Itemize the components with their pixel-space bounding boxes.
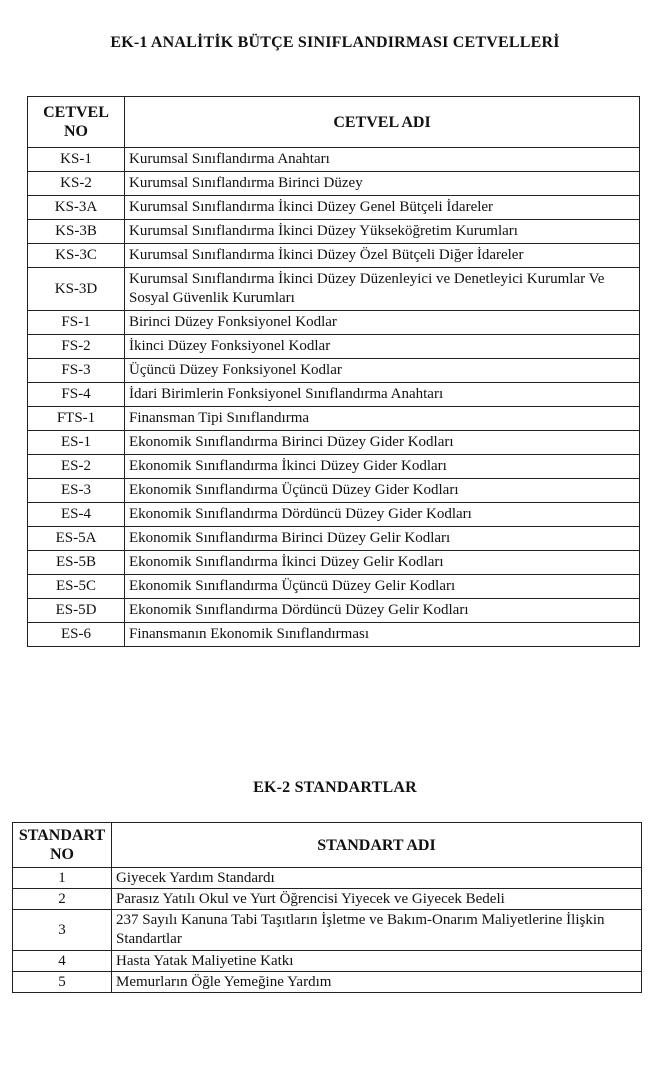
row-no: ES-4 (28, 503, 125, 527)
table-row (28, 623, 640, 647)
row-name: Parasız Yatılı Okul ve Yurt Öğrencisi Yiyecek ve Giyecek Bedeli (112, 889, 642, 910)
row-name: Finansmanın Ekonomik Sınıflandırması (125, 623, 640, 647)
row-no: ES-5C (28, 575, 125, 599)
row-name: İkinci Düzey Fonksiyonel Kodlar (125, 335, 640, 359)
table-row (13, 910, 642, 951)
table-row (28, 335, 640, 359)
col-header-no: CETVEL NO (28, 97, 125, 148)
row-name: Kurumsal Sınıflandırma İkinci Düzey Özel Bütçeli Diğer İdareler (125, 244, 640, 268)
row-name: Giyecek Yardım Standardı (112, 868, 642, 889)
row-name: Ekonomik Sınıflandırma Dördüncü Düzey Gelir Kodları (125, 599, 640, 623)
row-name: Üçüncü Düzey Fonksiyonel Kodlar (125, 359, 640, 383)
row-name: Ekonomik Sınıflandırma Dördüncü Düzey Gider Kodları (125, 503, 640, 527)
row-name: Kurumsal Sınıflandırma İkinci Düzey Düzenleyici ve Denetleyici Kurumlar Ve Sosyal Güvenlik Kurumları (125, 268, 640, 311)
table-row (28, 148, 640, 172)
table-row (28, 431, 640, 455)
row-name: Ekonomik Sınıflandırma Üçüncü Düzey Gider Kodları (125, 479, 640, 503)
ek1-table (27, 96, 640, 647)
table-row (28, 503, 640, 527)
row-no: KS-3A (28, 196, 125, 220)
table-row (28, 527, 640, 551)
row-no: ES-5A (28, 527, 125, 551)
row-no: 2 (13, 889, 112, 910)
row-no: ES-5B (28, 551, 125, 575)
row-no: ES-3 (28, 479, 125, 503)
row-no: FS-2 (28, 335, 125, 359)
table-row (28, 407, 640, 431)
row-no: 1 (13, 868, 112, 889)
table-row (28, 479, 640, 503)
ek2-table (12, 822, 642, 993)
row-no: KS-3C (28, 244, 125, 268)
ek2-title: EK-2 STANDARTLAR (253, 779, 417, 796)
row-name: Ekonomik Sınıflandırma Birinci Düzey Gider Kodları (125, 431, 640, 455)
row-name: Kurumsal Sınıflandırma İkinci Düzey Yükseköğretim Kurumları (125, 220, 640, 244)
table-row (13, 868, 642, 889)
row-name: Ekonomik Sınıflandırma Birinci Düzey Gelir Kodları (125, 527, 640, 551)
row-no: 5 (13, 972, 112, 993)
table-row (28, 383, 640, 407)
row-no: KS-2 (28, 172, 125, 196)
row-no: 3 (13, 910, 112, 951)
col-header-name: CETVEL ADI (125, 97, 640, 148)
row-name: Hasta Yatak Maliyetine Katkı (112, 951, 642, 972)
table-row (13, 972, 642, 993)
table-header-row (13, 823, 642, 868)
row-name: Birinci Düzey Fonksiyonel Kodlar (125, 311, 640, 335)
row-name: İdari Birimlerin Fonksiyonel Sınıflandırma Anahtarı (125, 383, 640, 407)
row-name: Finansman Tipi Sınıflandırma (125, 407, 640, 431)
row-name: Ekonomik Sınıflandırma İkinci Düzey Gider Kodları (125, 455, 640, 479)
row-no: KS-3D (28, 268, 125, 311)
row-no: FS-3 (28, 359, 125, 383)
row-no: ES-1 (28, 431, 125, 455)
table-row (28, 455, 640, 479)
row-no: 4 (13, 951, 112, 972)
table-row (28, 268, 640, 311)
table-row (28, 575, 640, 599)
table-row (28, 220, 640, 244)
table-row (28, 551, 640, 575)
row-no: FS-4 (28, 383, 125, 407)
row-name: 237 Sayılı Kanuna Tabi Taşıtların İşletme ve Bakım-Onarım Maliyetlerine İlişkin Standartlar (112, 910, 642, 951)
row-name: Kurumsal Sınıflandırma Anahtarı (125, 148, 640, 172)
table-row (28, 311, 640, 335)
row-name: Ekonomik Sınıflandırma İkinci Düzey Gelir Kodları (125, 551, 640, 575)
table-row (28, 359, 640, 383)
row-no: ES-5D (28, 599, 125, 623)
row-name: Kurumsal Sınıflandırma İkinci Düzey Genel Bütçeli İdareler (125, 196, 640, 220)
table-row (13, 951, 642, 972)
row-name: Ekonomik Sınıflandırma Üçüncü Düzey Gelir Kodları (125, 575, 640, 599)
col-header-name: STANDART ADI (112, 823, 642, 868)
row-name: Kurumsal Sınıflandırma Birinci Düzey (125, 172, 640, 196)
row-name: Memurların Öğle Yemeğine Yardım (112, 972, 642, 993)
ek1-title: EK-1 ANALİTİK BÜTÇE SINIFLANDIRMASI CETVELLERİ (110, 34, 560, 51)
row-no: FS-1 (28, 311, 125, 335)
row-no: KS-3B (28, 220, 125, 244)
table-row (13, 889, 642, 910)
table-row (28, 172, 640, 196)
row-no: FTS-1 (28, 407, 125, 431)
col-header-no: STANDART NO (13, 823, 112, 868)
table-row (28, 244, 640, 268)
table-header-row (28, 97, 640, 148)
table-row (28, 196, 640, 220)
row-no: ES-2 (28, 455, 125, 479)
table-row (28, 599, 640, 623)
row-no: KS-1 (28, 148, 125, 172)
row-no: ES-6 (28, 623, 125, 647)
